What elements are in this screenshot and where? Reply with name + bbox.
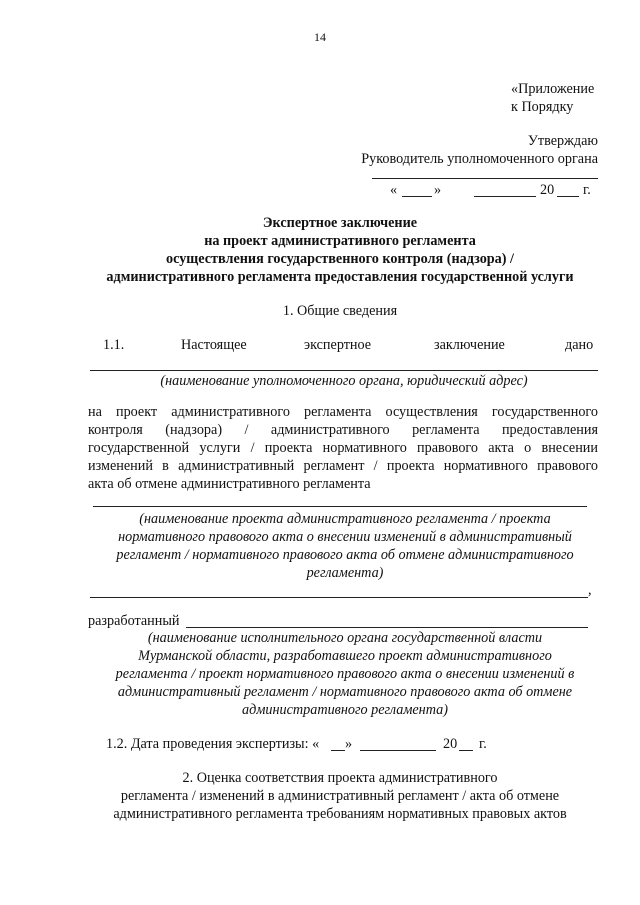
section-1-heading: 1. Общие сведения: [282, 303, 398, 319]
header-date-year-blank: [557, 196, 579, 197]
caption-developer-line-1: (наименование исполнительного органа государственной власти: [147, 630, 543, 646]
body-line-2: контроля (надзора) / административного регламента предоставления: [88, 422, 598, 438]
developed-label: разработанный: [88, 613, 180, 629]
authority-blank-line: [90, 370, 598, 371]
project-line-comma: ,: [588, 582, 592, 598]
caption-project-line-1: (наименование проекта административного регламента / проекта: [139, 511, 551, 527]
signature-line: [372, 178, 598, 179]
caption-developer-line-2: Мурманской области, разработавшего проект административного: [138, 648, 552, 664]
item-1-2-label: 1.2. Дата проведения экспертизы: «: [106, 736, 320, 752]
appendix-line-1: «Приложение: [511, 81, 595, 97]
item-1-2-year-blank: [459, 750, 473, 751]
item-1-1-word-3: заключение: [434, 337, 505, 353]
caption-developer-line-3: регламента / проект нормативного правового акта о внесении изменений в: [115, 666, 575, 682]
title-line-2: на проект административного регламента: [204, 233, 476, 249]
item-1-1-word-1: Настоящее: [181, 337, 247, 353]
head-title: Руководитель уполномоченного органа: [361, 151, 598, 167]
approve-label: Утверждаю: [527, 133, 598, 149]
item-1-1-word-2: экспертное: [304, 337, 372, 353]
body-line-4: изменений в административный регламент / проекта нормативного правового: [88, 458, 598, 474]
caption-authority: (наименование уполномоченного органа, юридический адрес): [160, 373, 528, 389]
title-line-3: осуществления государственного контроля (надзора) /: [166, 251, 514, 267]
item-1-2-year-suffix: г.: [479, 736, 487, 752]
item-1-2-year-prefix: 20: [443, 736, 458, 752]
caption-developer-line-5: административного регламента): [242, 702, 448, 718]
item-1-1-word-4: дано: [565, 337, 594, 353]
caption-project-line-4: регламента): [306, 565, 384, 581]
caption-project-line-3: регламент / нормативного правового акта об отмене административного: [116, 547, 574, 563]
page-number: 14: [314, 30, 326, 44]
caption-developer-line-4: административный регламент / нормативного правового акта об отмене: [117, 684, 573, 700]
item-1-2-close-quote: »: [345, 736, 353, 752]
body-line-3: государственной услуги / проекта нормативного правового акта о внесении: [88, 440, 598, 456]
header-date-day-blank: [402, 196, 432, 197]
header-date-month-blank: [474, 196, 536, 197]
header-date-close-quote: »: [434, 182, 442, 198]
title-line-1: Экспертное заключение: [262, 215, 418, 231]
caption-project-line-2: нормативного правового акта о внесении изменений в административный: [118, 529, 572, 545]
item-1-2-day-blank: [331, 750, 345, 751]
developer-blank-line: [186, 627, 588, 628]
appendix-line-2: к Порядку: [511, 99, 574, 115]
section-2-heading-line-1: 2. Оценка соответствия проекта административного: [182, 770, 498, 786]
body-line-1: на проект административного регламента осуществления государственного: [88, 404, 598, 420]
section-2-heading-line-3: административного регламента требованиям нормативных правовых актов: [113, 806, 567, 822]
header-date-year-suffix: г.: [583, 182, 591, 198]
project-continuation-line: [90, 597, 588, 598]
item-1-1-number: 1.1.: [103, 337, 125, 353]
body-last-line: акта об отмене административного регламента: [88, 476, 371, 492]
section-2-heading-line-2: регламента / изменений в административный регламент / акта об отмене: [120, 788, 560, 804]
title-line-4: административного регламента предоставления государственной услуги: [106, 269, 574, 285]
header-date-open-quote: «: [390, 182, 398, 198]
item-1-2-month-blank: [360, 750, 436, 751]
project-blank-line: [93, 506, 587, 507]
header-date-year-prefix: 20: [540, 182, 555, 198]
